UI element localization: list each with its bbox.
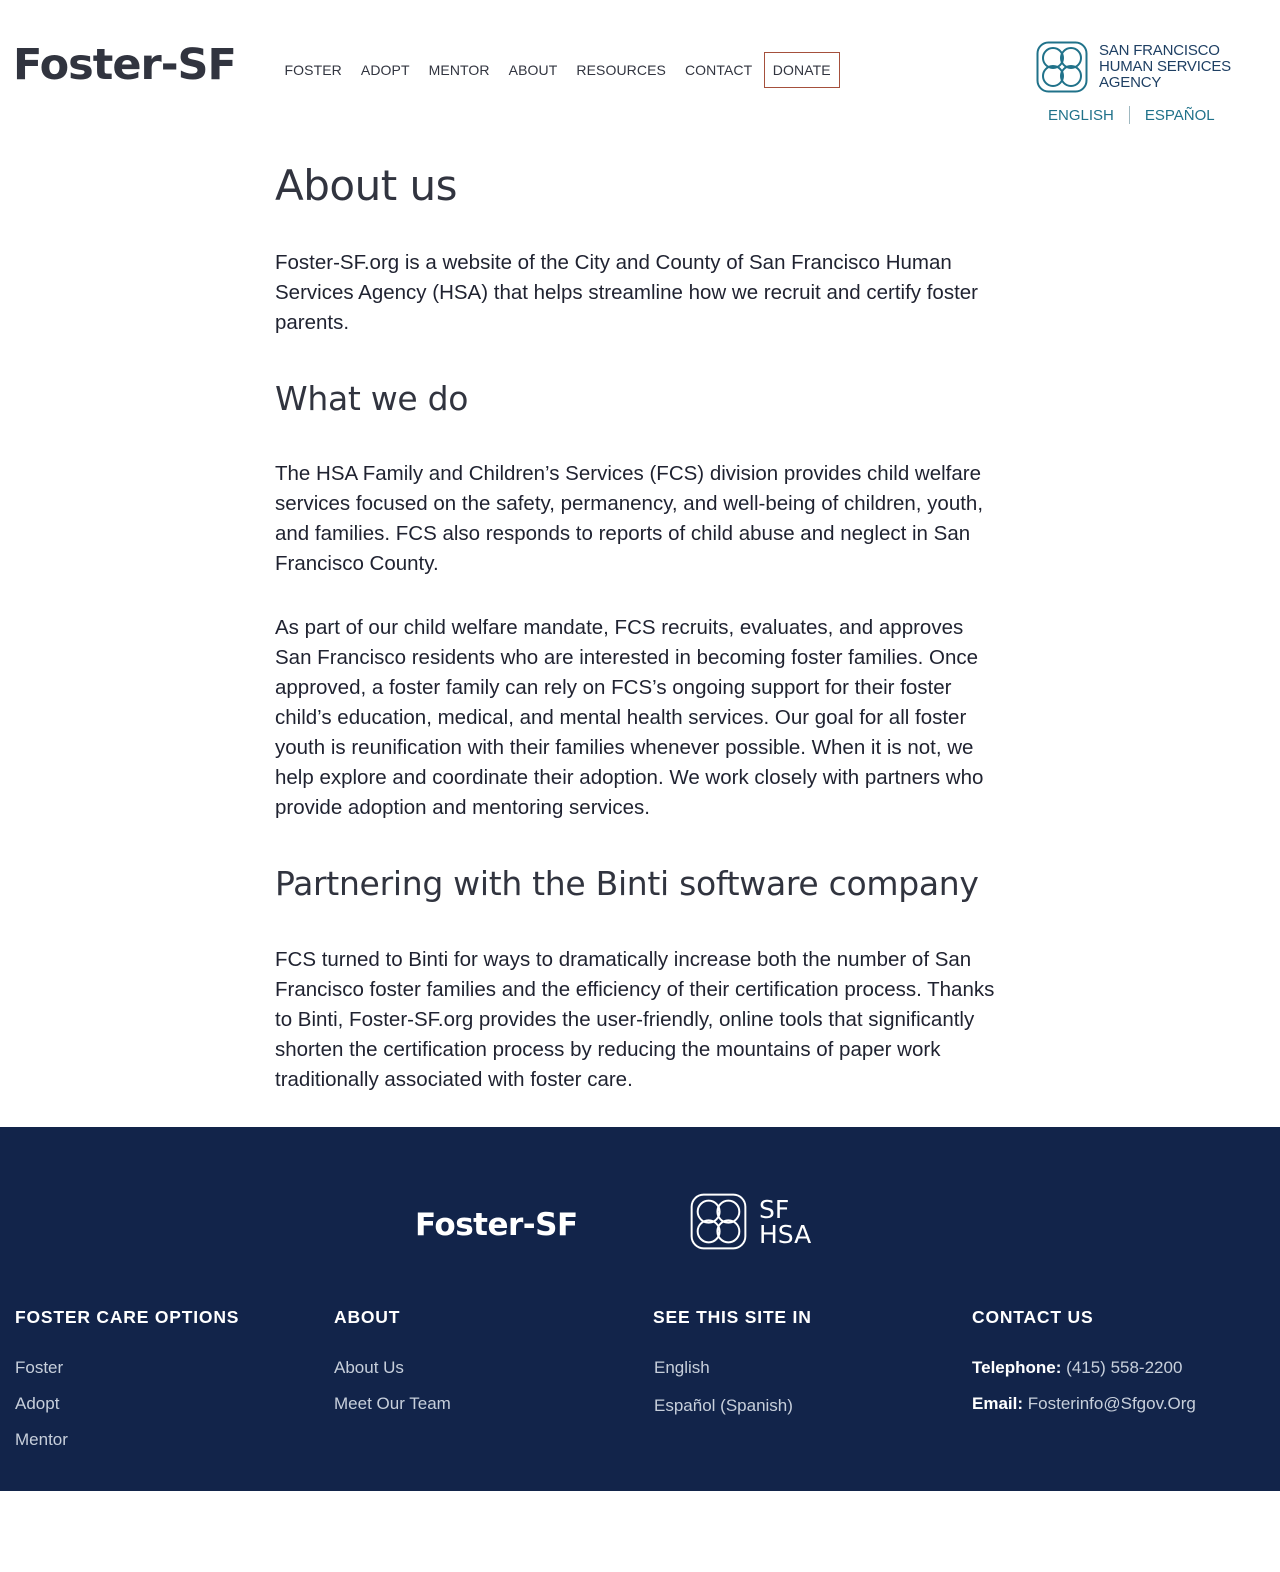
footer-hsa-text — [759, 1194, 812, 1249]
footer-col-contact — [972, 1307, 1280, 1466]
nav-about[interactable]: ABOUT — [508, 62, 558, 78]
brand-logo-link[interactable]: Foster-SF — [13, 40, 236, 90]
main-nav — [275, 52, 840, 88]
language-switcher — [1048, 106, 1215, 124]
footer-hsa-line-2: HSA — [759, 1219, 812, 1249]
what-we-do-paragraph-1: The HSA Family and Children’s Services (FCS) division provides child welfare services focused on the safety, permanency, and well-being of children, youth, and families. FCS also responds to reports of child abuse and neglect in San Francisco County. — [275, 462, 984, 575]
quatrefoil-logo-icon — [1036, 41, 1088, 93]
footer-col-about — [334, 1307, 653, 1466]
site-footer — [0, 1127, 1280, 1491]
lang-english-link[interactable]: ENGLISH — [1048, 106, 1114, 124]
footer-col-languages — [653, 1307, 972, 1466]
nav-resources[interactable]: RESOURCES — [576, 62, 666, 78]
site-header — [0, 0, 1280, 150]
language-divider — [1129, 106, 1130, 124]
footer-heading: SEE THIS SITE IN — [653, 1307, 812, 1327]
footer-link-spanish[interactable]: Español (Spanish) — [654, 1396, 793, 1415]
footer-email — [972, 1394, 1280, 1414]
binti-paragraph: FCS turned to Binti for ways to dramatically increase both the number of San Francisco foster families and the efficiency of their certification process. Thanks to Binti, Foster-SF.org provides the user-friendly, online tools that significantly shorten the certification process by reducing the mountains of paper work traditionally associated with foster care. — [275, 948, 995, 1091]
nav-contact[interactable]: CONTACT — [684, 62, 753, 78]
binti-heading: Partnering with the Binti software company — [275, 864, 979, 903]
nav-mentor[interactable]: MENTOR — [428, 62, 490, 78]
intro-paragraph: Foster-SF.org is a website of the City and County of San Francisco Human Services Agency (HSA) that helps streamline how we recruit and certify foster parents. — [275, 251, 978, 334]
email-label: Email: — [972, 1394, 1024, 1413]
email-link[interactable]: Fosterinfo@Sfgov.Org — [1027, 1394, 1196, 1413]
main-content — [275, 160, 1005, 1127]
footer-link-adopt[interactable]: Adopt — [15, 1394, 60, 1413]
footer-brand-link[interactable]: Foster-SF — [415, 1207, 578, 1243]
footer-sf-hsa-link[interactable] — [690, 1193, 811, 1250]
footer-hsa-line-1: SF — [759, 1194, 790, 1224]
lang-spanish-link[interactable]: ESPAÑOL — [1144, 106, 1215, 124]
footer-heading: CONTACT US — [972, 1307, 1094, 1327]
nav-foster[interactable]: FOSTER — [284, 62, 342, 78]
footer-link-foster[interactable]: Foster — [15, 1358, 64, 1377]
footer-link-meet-team[interactable]: Meet Our Team — [334, 1394, 451, 1413]
agency-line-1: SAN FRANCISCO — [1099, 42, 1220, 59]
footer-link-mentor[interactable]: Mentor — [15, 1430, 68, 1449]
donate-button[interactable]: DONATE — [764, 52, 840, 88]
what-we-do-paragraph-2: As part of our child welfare mandate, FCS recruits, evaluates, and approves San Francisco residents who are interested in becoming foster families. Once approved, a foster family can rely on FCS’s ongoing support for their foster child’s education, medical, and mental health services. Our goal for all foster youth is reunification with their families whenever possible. When it is not, we help explore and coordinate their adoption. We work closely with partners who provide adoption and mentoring services. — [275, 616, 984, 819]
footer-columns — [15, 1307, 1280, 1466]
phone-label: Telephone: — [972, 1358, 1062, 1377]
quatrefoil-logo-icon — [690, 1193, 747, 1250]
sf-hsa-logo-link[interactable] — [1036, 41, 1231, 93]
footer-heading: FOSTER CARE OPTIONS — [15, 1307, 240, 1327]
footer-link-english[interactable]: English — [654, 1358, 710, 1377]
agency-line-2: HUMAN SERVICES — [1099, 58, 1231, 75]
page-title: About us — [275, 161, 458, 210]
phone-link[interactable]: (415) 558-2200 — [1066, 1358, 1183, 1377]
footer-phone — [972, 1358, 1280, 1378]
footer-link-about-us[interactable]: About Us — [334, 1358, 404, 1377]
agency-name — [1099, 43, 1231, 91]
footer-col-foster-options — [15, 1307, 334, 1466]
footer-heading: ABOUT — [334, 1307, 401, 1327]
what-we-do-heading: What we do — [275, 379, 469, 418]
agency-line-3: AGENCY — [1099, 74, 1162, 91]
nav-adopt[interactable]: ADOPT — [360, 62, 410, 78]
